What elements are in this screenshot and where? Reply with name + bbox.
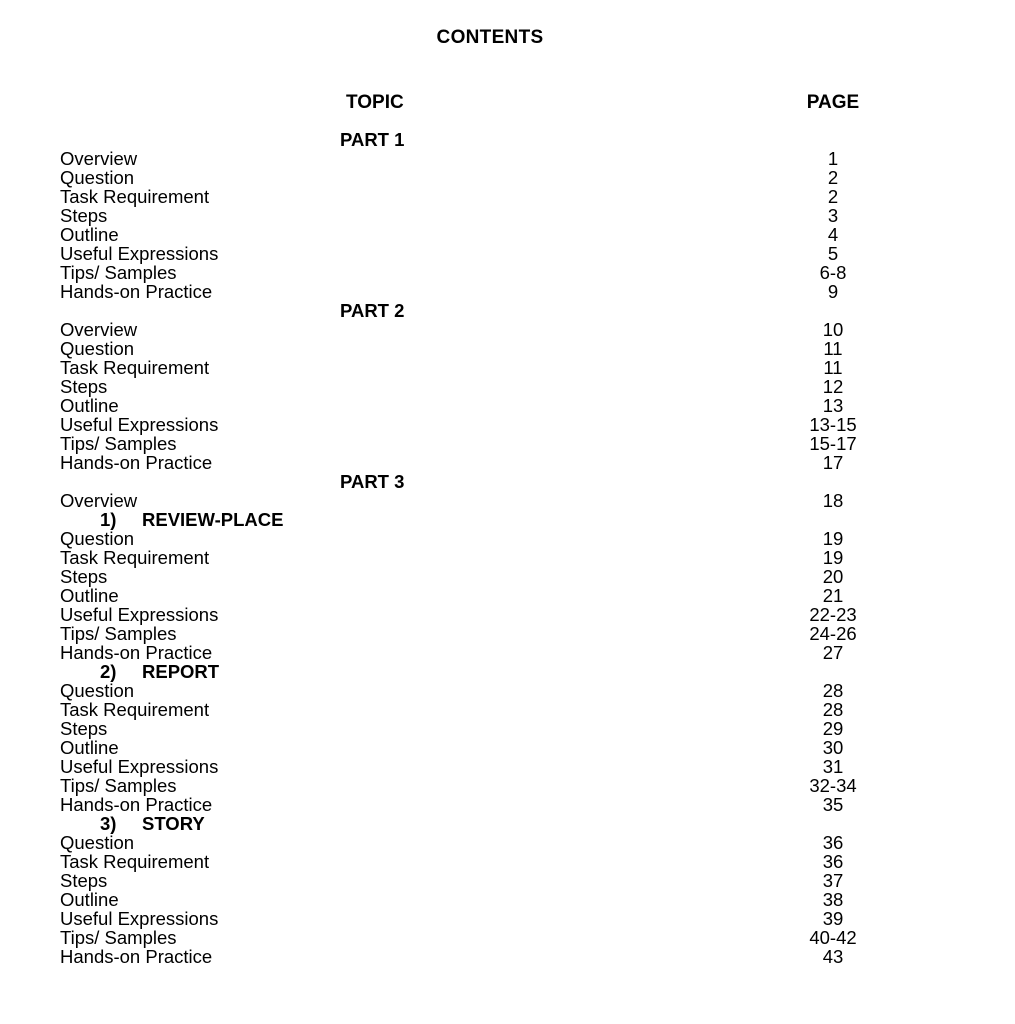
section-title: REVIEW-PLACE	[142, 509, 284, 530]
toc-entry-topic: Steps	[60, 718, 108, 739]
section-heading	[60, 510, 960, 529]
toc-entry-page: 6-8	[819, 262, 847, 283]
section-title: STORY	[142, 813, 205, 834]
toc-entry-topic: Tips/ Samples	[60, 927, 177, 948]
toc-entry-topic: Useful Expressions	[60, 756, 219, 777]
toc-entry-page: 30	[822, 737, 844, 758]
toc-entry	[60, 377, 960, 396]
toc-entry-page: 11	[823, 357, 843, 378]
toc-entry-topic: Outline	[60, 585, 119, 606]
toc-entry-topic: Task Requirement	[60, 851, 210, 872]
toc-entry	[60, 339, 960, 358]
toc-entry	[60, 776, 960, 795]
toc-entry-topic: Question	[60, 528, 135, 549]
part-heading	[60, 301, 960, 320]
toc-entry-topic: Outline	[60, 395, 119, 416]
part-heading-label: PART 2	[340, 300, 405, 321]
toc-entry-page: 36	[822, 832, 844, 853]
toc-entry-page: 40-42	[809, 927, 857, 948]
contents-title: CONTENTS	[436, 27, 544, 48]
toc-entry-page: 4	[827, 224, 839, 245]
toc-entry-topic: Outline	[60, 737, 119, 758]
table-of-contents	[60, 130, 960, 966]
toc-entry	[60, 567, 960, 586]
toc-entry	[60, 396, 960, 415]
section-title: REPORT	[142, 661, 220, 682]
toc-entry-topic: Tips/ Samples	[60, 262, 177, 283]
toc-entry-topic: Steps	[60, 870, 108, 891]
toc-entry-page: 5	[827, 243, 839, 264]
toc-entry-topic: Useful Expressions	[60, 604, 219, 625]
toc-entry	[60, 282, 960, 301]
toc-entry-topic: Hands-on Practice	[60, 794, 213, 815]
toc-entry-topic: Question	[60, 680, 135, 701]
toc-entry-page: 32-34	[809, 775, 857, 796]
toc-entry	[60, 947, 960, 966]
section-number: 3)	[100, 813, 117, 834]
section-heading-label	[100, 662, 219, 681]
part-heading	[60, 472, 960, 491]
part-heading-label: PART 3	[340, 471, 405, 492]
toc-entry-page: 43	[822, 946, 844, 967]
section-heading	[60, 814, 960, 833]
toc-entry-topic: Outline	[60, 889, 119, 910]
toc-entry-topic: Overview	[60, 148, 138, 169]
toc-entry	[60, 738, 960, 757]
toc-entry-page: 28	[822, 680, 844, 701]
toc-entry-page: 28	[822, 699, 844, 720]
toc-entry-topic: Steps	[60, 376, 108, 397]
toc-entry-topic: Hands-on Practice	[60, 642, 213, 663]
toc-entry-page: 27	[822, 642, 844, 663]
toc-entry	[60, 871, 960, 890]
section-heading	[60, 662, 960, 681]
toc-entry-page: 21	[822, 585, 844, 606]
toc-entry-topic: Steps	[60, 566, 108, 587]
toc-entry-topic: Useful Expressions	[60, 243, 219, 264]
toc-entry-page: 9	[827, 281, 839, 302]
section-number: 2)	[100, 661, 117, 682]
toc-entry-topic: Tips/ Samples	[60, 433, 177, 454]
toc-entry-topic: Useful Expressions	[60, 908, 219, 929]
toc-entry-topic: Steps	[60, 205, 108, 226]
toc-entry	[60, 187, 960, 206]
toc-entry-topic: Task Requirement	[60, 357, 210, 378]
toc-entry-page: 13-15	[809, 414, 857, 435]
toc-entry-page: 1	[827, 148, 839, 169]
toc-entry	[60, 358, 960, 377]
toc-entry	[60, 453, 960, 472]
section-heading-label	[100, 510, 283, 529]
toc-entry-page: 37	[822, 870, 844, 891]
toc-entry-page: 19	[822, 547, 844, 568]
part-heading-label: PART 1	[340, 129, 405, 150]
toc-entry-topic: Task Requirement	[60, 547, 210, 568]
toc-entry-topic: Useful Expressions	[60, 414, 219, 435]
toc-entry-page: 12	[822, 376, 844, 397]
toc-entry-page: 19	[822, 528, 844, 549]
toc-entry	[60, 795, 960, 814]
toc-entry-topic: Hands-on Practice	[60, 281, 213, 302]
toc-entry	[60, 757, 960, 776]
toc-entry	[60, 168, 960, 187]
toc-entry	[60, 700, 960, 719]
toc-entry-topic: Hands-on Practice	[60, 452, 213, 473]
toc-entry	[60, 586, 960, 605]
toc-entry	[60, 244, 960, 263]
toc-entry-page: 20	[822, 566, 844, 587]
toc-entry-page: 17	[822, 452, 844, 473]
toc-entry	[60, 852, 960, 871]
toc-entry-topic: Task Requirement	[60, 699, 210, 720]
toc-entry-page: 36	[822, 851, 844, 872]
toc-entry-page: 18	[822, 490, 844, 511]
toc-entry-page: 11	[823, 338, 843, 359]
toc-entry	[60, 491, 960, 510]
toc-entry	[60, 149, 960, 168]
toc-entry-topic: Overview	[60, 490, 138, 511]
toc-entry	[60, 833, 960, 852]
toc-entry-topic: Outline	[60, 224, 119, 245]
page-column-header: PAGE	[806, 92, 860, 113]
toc-entry	[60, 928, 960, 947]
toc-entry	[60, 890, 960, 909]
toc-entry-page: 13	[822, 395, 844, 416]
toc-entry	[60, 225, 960, 244]
toc-entry-page: 22-23	[809, 604, 857, 625]
toc-entry-page: 35	[822, 794, 844, 815]
toc-entry	[60, 415, 960, 434]
toc-entry-topic: Question	[60, 167, 135, 188]
toc-entry-page: 29	[822, 718, 844, 739]
toc-entry	[60, 263, 960, 282]
toc-entry	[60, 719, 960, 738]
toc-entry-topic: Tips/ Samples	[60, 775, 177, 796]
toc-entry	[60, 320, 960, 339]
toc-entry	[60, 548, 960, 567]
topic-column-header: TOPIC	[346, 92, 404, 113]
toc-entry-topic: Tips/ Samples	[60, 623, 177, 644]
toc-entry	[60, 434, 960, 453]
toc-entry	[60, 909, 960, 928]
toc-entry-page: 3	[827, 205, 839, 226]
toc-entry-topic: Question	[60, 338, 135, 359]
toc-entry-page: 39	[822, 908, 844, 929]
toc-entry-page: 24-26	[809, 623, 857, 644]
toc-entry-page: 38	[822, 889, 844, 910]
toc-entry-topic: Overview	[60, 319, 138, 340]
toc-entry	[60, 643, 960, 662]
toc-entry-page: 15-17	[809, 433, 857, 454]
part-heading	[60, 130, 960, 149]
toc-entry	[60, 624, 960, 643]
section-number: 1)	[100, 509, 117, 530]
toc-entry	[60, 529, 960, 548]
toc-entry	[60, 605, 960, 624]
toc-entry	[60, 206, 960, 225]
toc-entry-page: 10	[822, 319, 844, 340]
toc-entry-topic: Question	[60, 832, 135, 853]
toc-entry-page: 31	[822, 756, 844, 777]
toc-entry-page: 2	[827, 186, 839, 207]
toc-entry	[60, 681, 960, 700]
section-heading-label	[100, 814, 205, 833]
toc-entry-topic: Hands-on Practice	[60, 946, 213, 967]
toc-entry-topic: Task Requirement	[60, 186, 210, 207]
toc-entry-page: 2	[827, 167, 839, 188]
